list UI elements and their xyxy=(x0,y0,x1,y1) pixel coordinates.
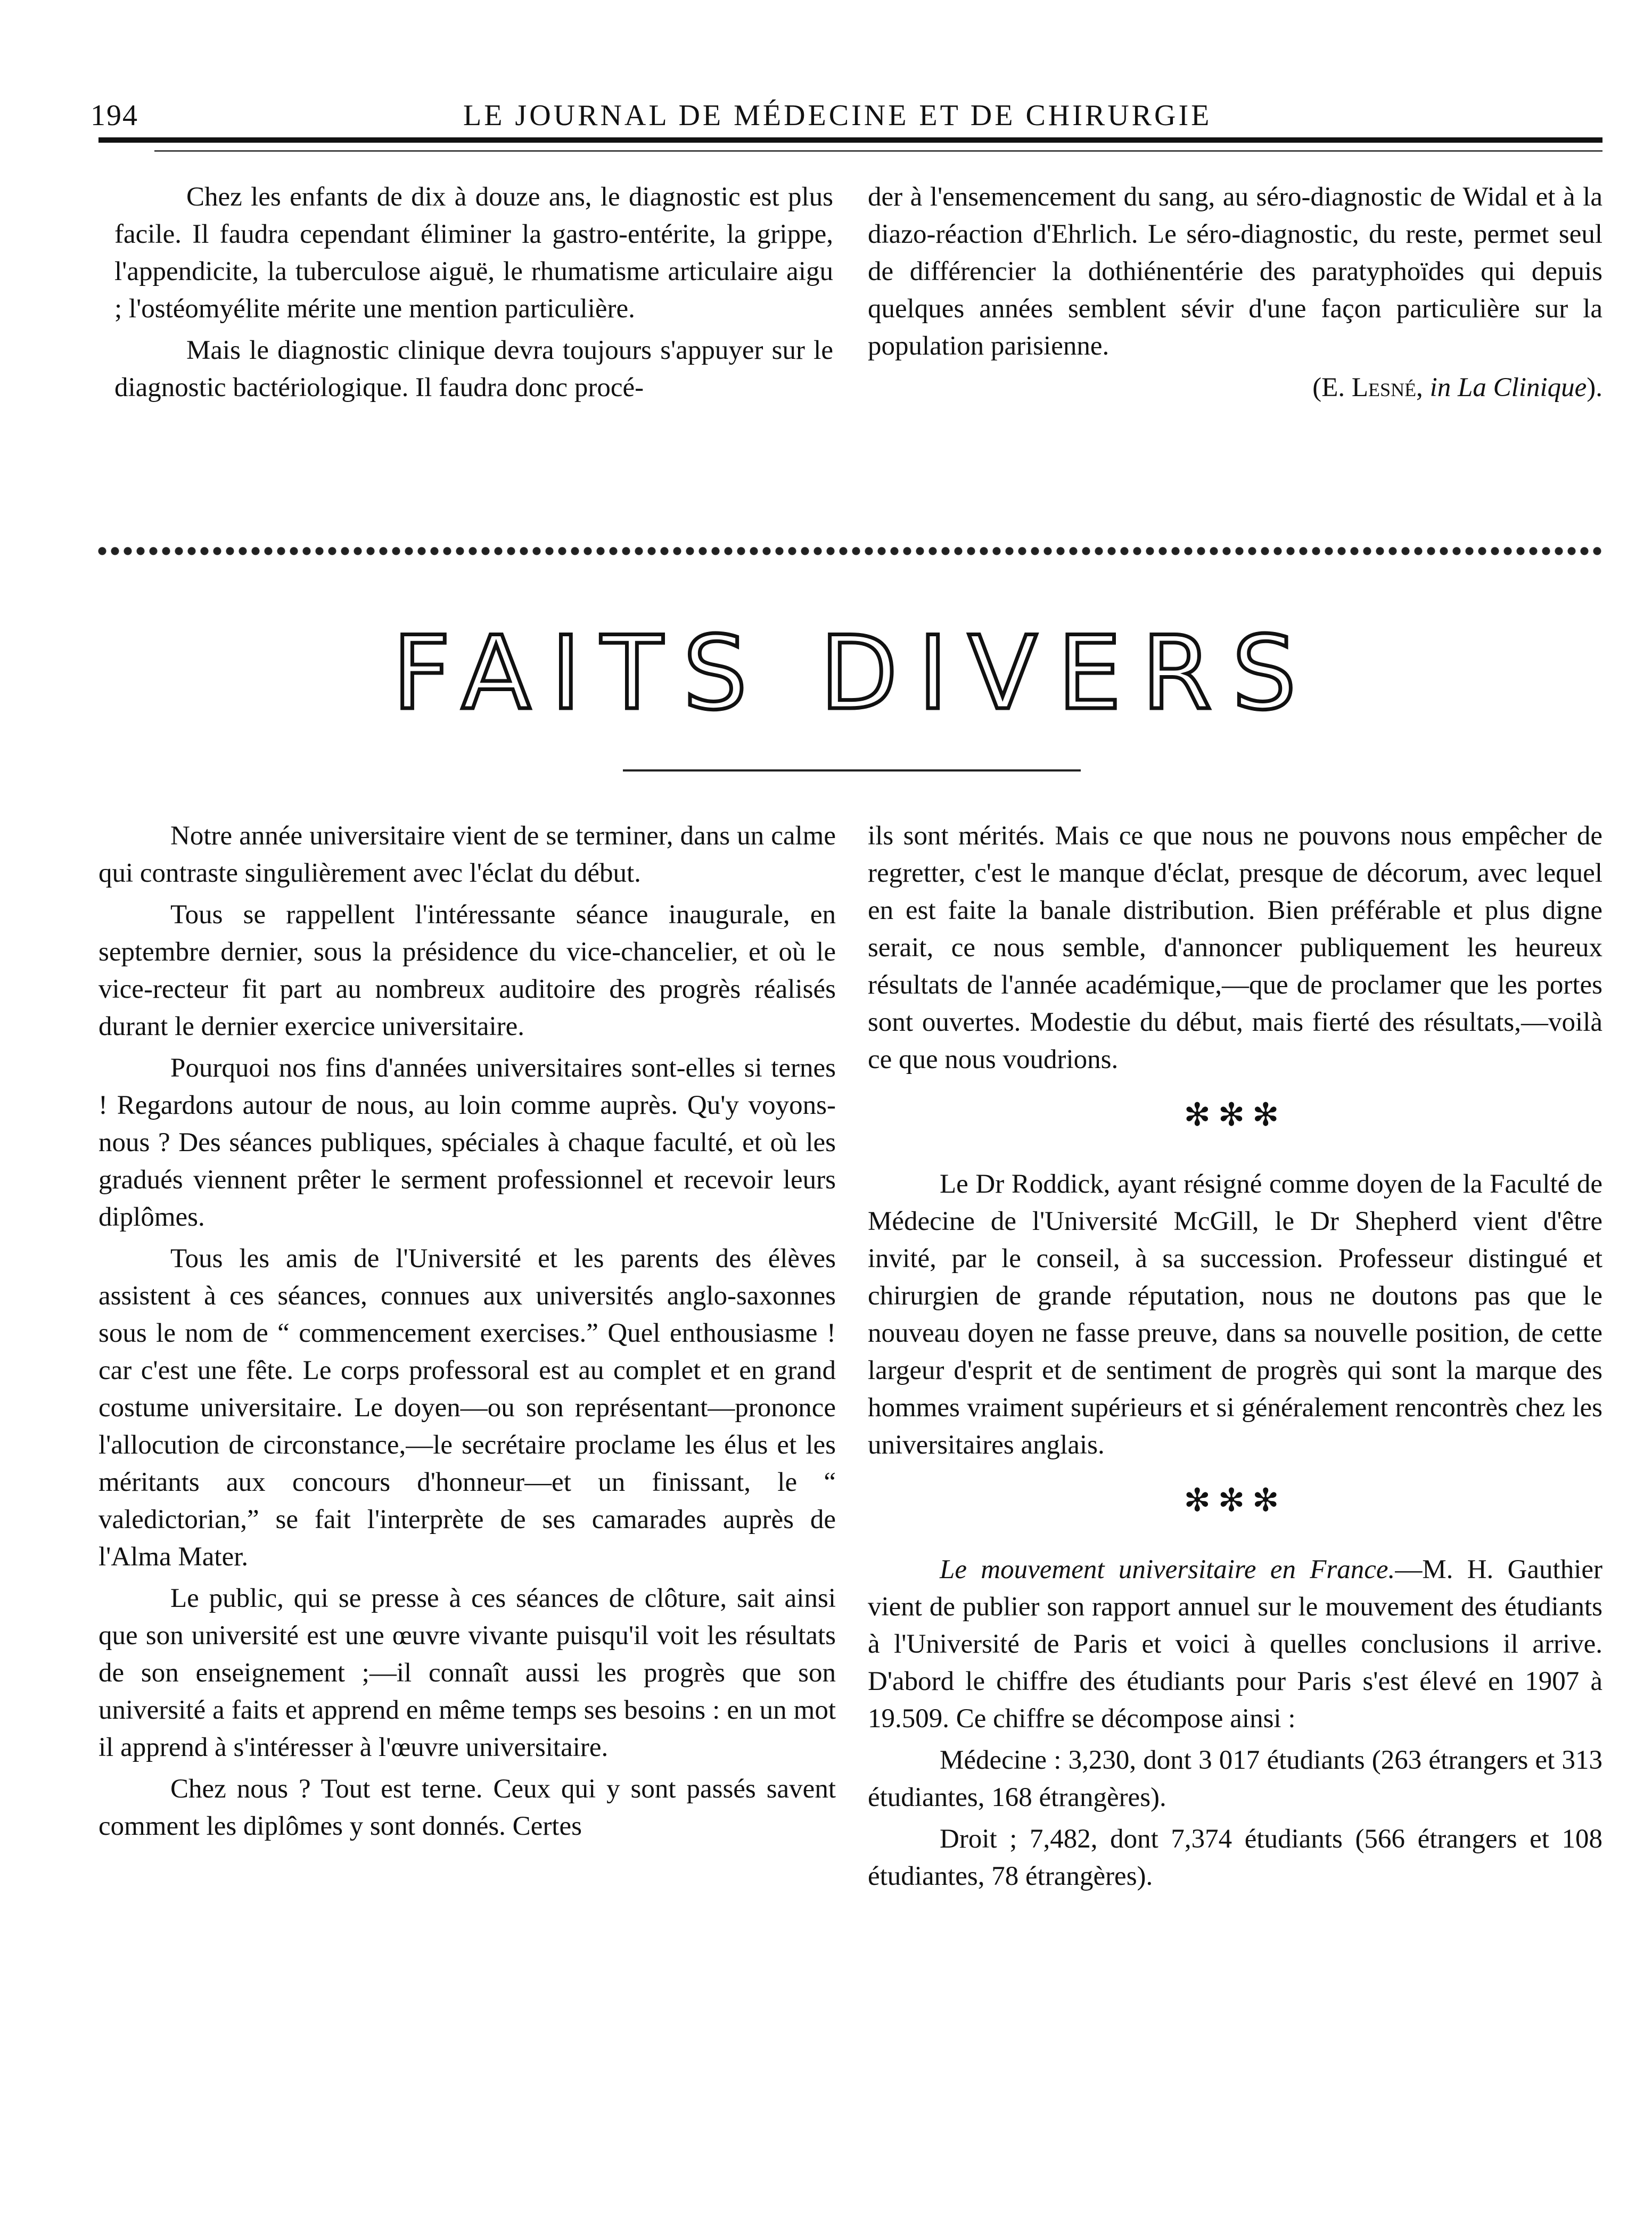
mouvement-title: Le mouvement universitaire en France. xyxy=(940,1555,1395,1585)
page-header xyxy=(91,88,1602,130)
header-rule-thin xyxy=(154,150,1602,152)
paragraph-mouvement xyxy=(868,1551,1602,1737)
section-title: FAITS DIVERS xyxy=(392,614,1317,732)
prev-article-right-column xyxy=(868,178,1602,411)
paragraph-roddick: Le Dr Roddick, ayant résigné comme doyen de la Faculté de Médecine de l'Université McGill, le Dr Shepherd vient d'être invité, par le conseil, à sa succession. Professeur distingué et chirurgien de grande réputation, nous ne doutons pas que le nouveau doyen ne fasse preuve, dans sa nouvelle position, de cette largeur d'esprit et de sentiment de progrès qui sont la marque des hommes vraiment supérieurs et si généralement rencontrès chez les universitaires anglais. xyxy=(868,1169,1602,1460)
page-number: 194 xyxy=(91,99,138,132)
paragraph: Le public, qui se presse à ces séances de clôture, sait ainsi que son université est une œuvre vivante puisqu'il voit les résultats de son enseignement ;—il connaît aussi les progrès que son université a faits et apprend en même temps ses besoins : en un mot il apprend à s'intéresser à l'œuvre universitaire. xyxy=(98,1583,836,1762)
ornamental-divider xyxy=(96,540,1602,562)
paragraph-droit: Droit ; 7,482, dont 7,374 étudiants (566 étrangers et 108 étudiantes, 78 étrangères). xyxy=(868,1824,1602,1891)
prev-article-paragraph: der à l'ensemencement du sang, au séro-diagnostic de Widal et à la diazo-réaction d'Ehrlich. Le séro-diagnostic, du reste, permet seul de différencier la dothiénentérie des paratyphoïdes qui depuis quelques années semblent sévir d'une façon particulière sur la population parisienne. xyxy=(868,182,1602,361)
mouvement-text: —M. H. Gauthier vient de publier son rapport annuel sur le mouvement des étudiants à l'Université de Paris et voici à quelles conclusions il arrive. D'abord le chiffre des étudiants pour Paris s'est élevé en 1907 à 19.509. Ce chiffre se décompose ainsi : xyxy=(868,1555,1602,1734)
paragraph: Notre année universitaire vient de se terminer, dans un calme qui contraste singulièrement avec l'éclat du début. xyxy=(98,821,836,888)
section-separator-stars: ✻✻✻ xyxy=(1183,1482,1287,1519)
paragraph: Pourquoi nos fins d'années universitaires sont-elles si ternes ! Regardons autour de nous, au loin comme auprès. Qu'y voyons-nous ? Des séances publiques, spéciales à chaque faculté, et où les gradués viennent prêter le serment professionnel et recevoir leurs diplômes. xyxy=(98,1053,836,1232)
paragraph: Tous les amis de l'Université et les parents des élèves assistent à ces séances, connues aux universités anglo-saxonnes sous le nom de “ commencement exercises.” Quel enthousiasme ! car c'est une fête. Le corps professoral est au complet et en grand costume universitaire. Le doyen—ou son représentant—prononce l'allocution de circonstance,—le secrétaire proclame les élus et les méritants aux concours d'honneur—et un finissant, le “ valedictorian,” se fait l'interprète de ses camarades auprès de l'Alma Mater. xyxy=(98,1244,836,1572)
paragraph: Tous se rappellent l'intéressante séance inaugurale, en septembre dernier, sous la présidence du vice-chancelier, et où le vice-recteur fit part au nombreux auditoire des progrès réalisés durant le dernier exercice universitaire. xyxy=(98,900,836,1041)
paragraph-medecine: Médecine : 3,230, dont 3 017 étudiants (263 étrangers et 313 étudiantes, 168 étrangères). xyxy=(868,1745,1602,1812)
prev-article-paragraph: Chez les enfants de dix à douze ans, le diagnostic est plus facile. Il faudra cependant éliminer la gastro-entérite, la grippe, l'appendicite, la tuberculose aiguë, le rhumatisme articulaire aigu ; l'ostéomyélite mérite une mention particulière. xyxy=(114,182,833,324)
signature-author: (E. Lesné, xyxy=(1312,373,1423,403)
paragraph: Chez nous ? Tout est terne. Ceux qui y sont passés savent comment les diplômes y sont donnés. Certes xyxy=(98,1774,836,1841)
faits-divers-left-column xyxy=(98,817,836,1849)
article-signature xyxy=(868,369,1602,406)
paragraph: ils sont mérités. Mais ce que nous ne pouvons nous empêcher de regretter, c'est le manque d'éclat, presque de décorum, avec lequel en est faite la banale distribution. Bien préférable et plus digne serait, ce nous semble, d'annoncer publiquement les heureux résultats de l'année académique,—que de proclamer que les portes sont ouvertes. Modestie du début, mais fierté des résultats,—voilà ce que nous voudrions. xyxy=(868,821,1602,1074)
faits-divers-right-column xyxy=(868,817,1602,1899)
running-title: LE JOURNAL DE MÉDECINE ET DE CHIRURGIE xyxy=(463,99,1212,132)
section-separator-stars: ✻✻✻ xyxy=(1183,1096,1287,1134)
header-rule-thick xyxy=(98,137,1602,143)
prev-article-left-column xyxy=(114,178,833,411)
signature-end: ). xyxy=(1587,373,1602,403)
prev-article-paragraph: Mais le diagnostic clinique devra toujours s'appuyer sur le diagnostic bactériologique. Il faudra donc procé- xyxy=(114,335,833,403)
title-underline xyxy=(623,769,1081,772)
signature-source: in La Clinique xyxy=(1429,373,1587,403)
